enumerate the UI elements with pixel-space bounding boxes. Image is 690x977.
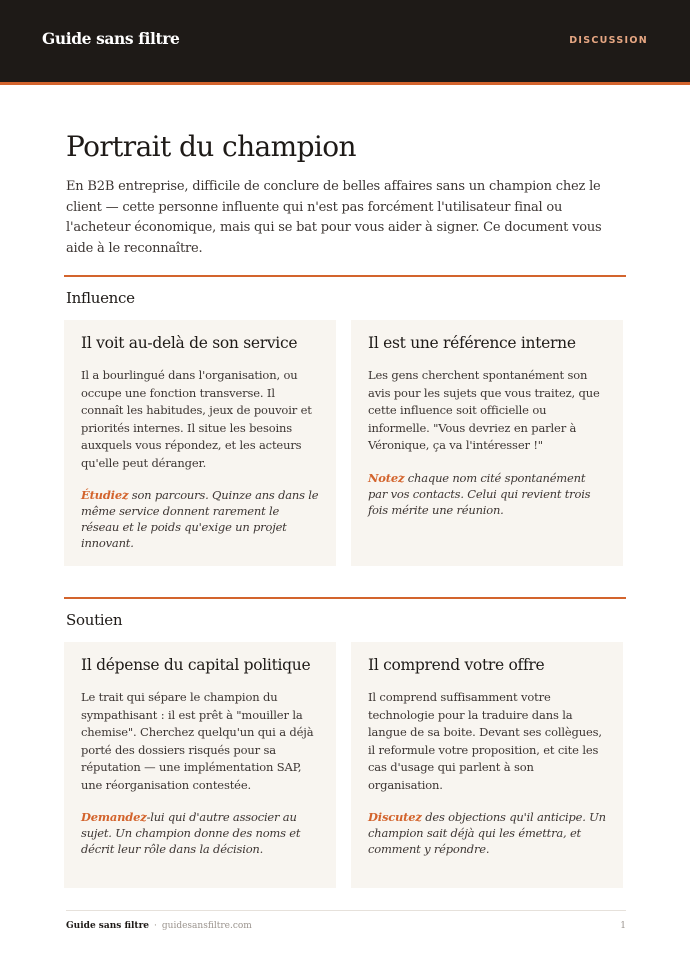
tip-text: des objections qu'il anticipe. Un champion sait déjà qui les émettra, et comment y répondre. (368, 810, 606, 856)
tip-text: son parcours. Quinze ans dans le même service donnent rarement le réseau et le poids qu'exige un projet innovant. (81, 488, 319, 550)
page-header (66, 130, 626, 259)
card-title: Il est une référence interne (368, 334, 576, 352)
page-title: Portrait du champion (66, 130, 356, 163)
card-body: Le trait qui sépare le champion du sympathisant : il est prêt à "mouiller la chemise". Cherchez quelqu'un qui a déjà porté des dossiers risqués pour sa réputation — une implémentation SAP, une réorganisation contestée. (81, 690, 314, 792)
page-footer (66, 910, 626, 931)
card (64, 320, 336, 566)
card-tip (368, 470, 607, 518)
section-label: Influence (66, 289, 135, 307)
card-title: Il comprend votre offre (368, 656, 545, 674)
section-soutien (64, 597, 626, 856)
tip-lead: Demandez (81, 810, 147, 824)
card-title: Il dépense du capital politique (81, 656, 311, 674)
tip-lead: Notez (368, 470, 405, 485)
section-label: Soutien (66, 611, 123, 629)
section-divider (64, 597, 626, 599)
card-tip (81, 809, 320, 857)
brand-logo[interactable]: Guide sans filtre (42, 29, 180, 48)
card-body: Les gens cherchent spontanément son avis pour les sujets que vous traitez, que cette influence soit officielle ou informelle. "Vous devriez en parler à Véronique, ça va l'intéresser !" (368, 368, 600, 452)
section-influence (64, 275, 626, 550)
tip-lead: Discutez (368, 810, 422, 824)
card-title: Il voit au-delà de son service (81, 334, 298, 352)
tip-text: -lui qui d'autre associer au sujet. Un champion donne des noms et décrit leur rôle dans la décision. (81, 810, 301, 856)
card-body: Il a bourlingué dans l'organisation, ou occupe une fonction transverse. Il connaît les habitudes, jeux de pouvoir et priorités internes. Il situe les besoins auxquels vous répondez, et les acteurs qu'elle peut déranger. (81, 368, 312, 470)
card (351, 320, 623, 566)
page-number: 1 (620, 921, 626, 931)
tip-lead: Étudiez (81, 488, 129, 502)
tip-text: chaque nom cité spontanément par vos contacts. Celui qui revient trois fois mérite une réunion. (368, 470, 591, 517)
intro-paragraph: En B2B entreprise, difficile de conclure de belles affaires sans un champion chez le client — cette personne influente qui n'est pas forcément l'utilisateur final ou l'acheteur économique, mais qui se bat pour vous aider à signer. Ce document vous aide à le reconnaître. (66, 179, 602, 256)
card-body: Il comprend suffisamment votre technologie pour la traduire dans la langue de sa boite. Devant ses collègues, il reformule votre proposition, et cite les cas d'usage qui parlent à son organisation. (368, 690, 602, 792)
footer-site-link[interactable]: guidesansfiltre.com (161, 921, 252, 931)
card (351, 642, 623, 888)
section-divider (64, 275, 626, 277)
footer-separator: · (154, 921, 157, 931)
section-tag: DISCUSSION (569, 35, 648, 46)
card-tip (81, 487, 320, 551)
card (64, 642, 336, 888)
top-bar (0, 0, 690, 85)
card-tip (368, 809, 607, 857)
footer-brand: Guide sans filtre (66, 921, 150, 931)
